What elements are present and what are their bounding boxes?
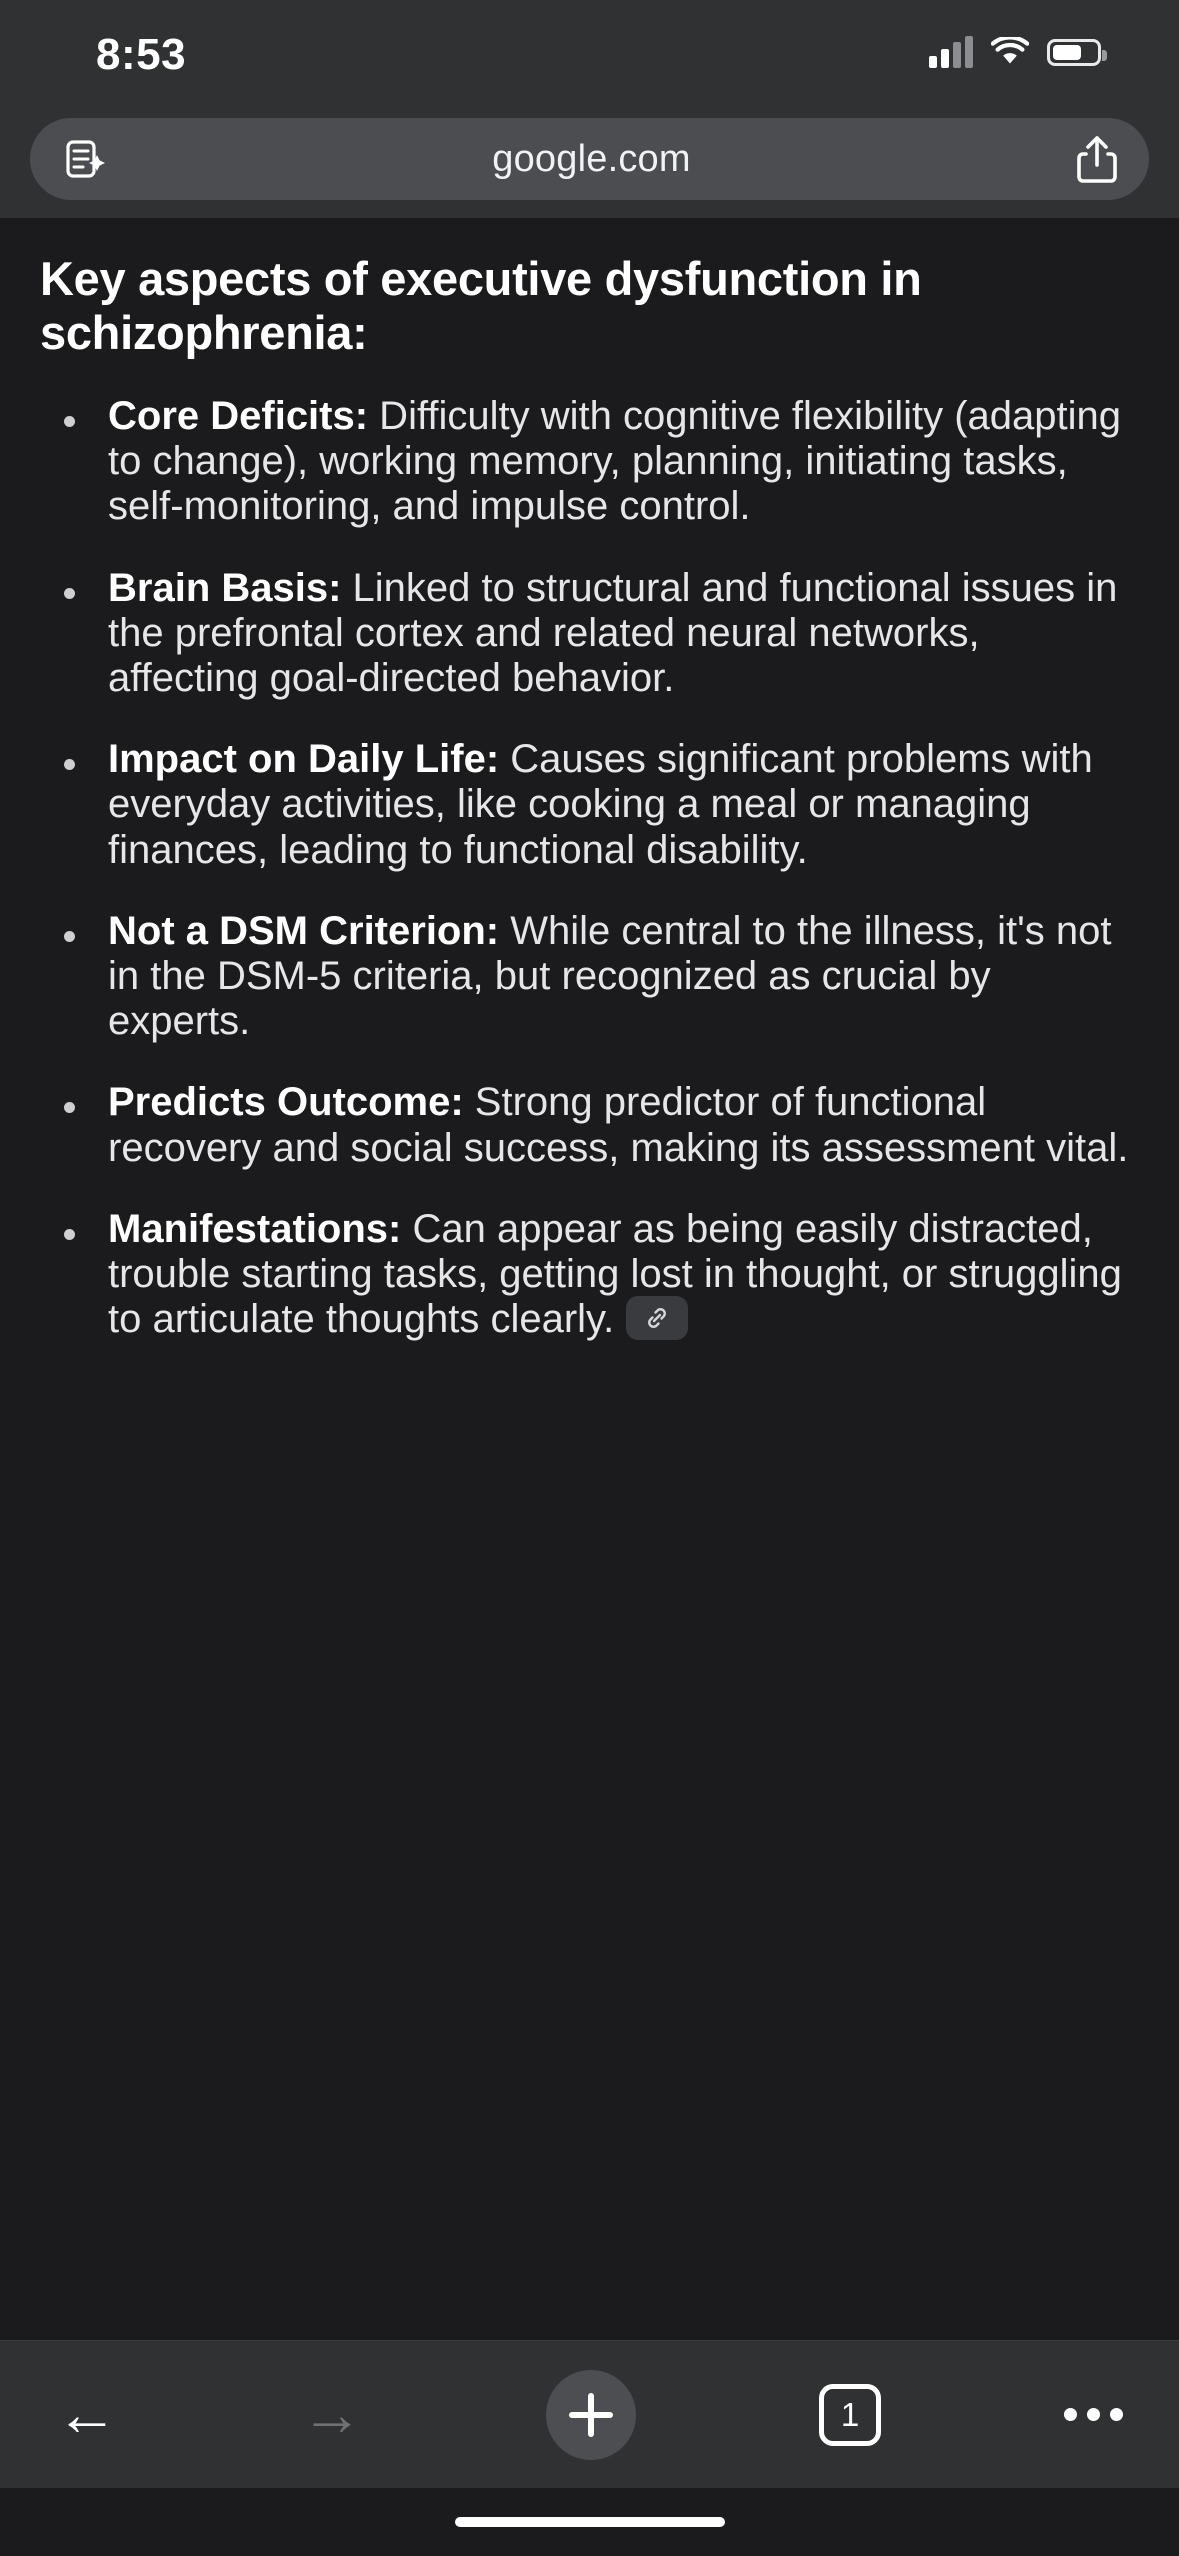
more-button[interactable] [1064,2408,1123,2421]
list-item-text: Can appear as being easily distracted, trouble starting tasks, getting lost in thought, or struggling to articulate thoughts clearly. [108,1206,1122,1342]
list-item-lead: Brain Basis: [108,565,342,610]
tab-count-badge: 1 [819,2384,881,2446]
share-icon[interactable] [1075,133,1119,185]
list-item [40,1207,1139,1344]
arrow-left-icon: ← [56,2379,118,2449]
arrow-right-icon: → [301,2379,363,2449]
wifi-icon [991,37,1029,67]
list-item-lead: Not a DSM Criterion: [108,908,500,953]
address-bar[interactable] [30,118,1149,200]
forward-button[interactable] [301,2379,363,2449]
link-icon[interactable] [626,1296,688,1340]
list-item-lead: Impact on Daily Life: [108,737,500,782]
list-item [40,909,1139,1045]
url-text[interactable]: google.com [492,137,691,180]
browser-toolbar-bottom [0,2340,1179,2488]
status-indicators [929,36,1101,68]
list-item [40,566,1139,702]
list-item-lead: Core Deficits: [108,394,369,439]
list-item-text: Strong predictor of functional recovery and social success, making its assessment vital. [108,1080,1129,1170]
list-item [40,737,1139,873]
new-tab-button[interactable] [546,2370,636,2460]
status-bar [0,0,1179,118]
page-title: Key aspects of executive dysfunction in schizophrenia: [40,252,922,360]
list-item-lead: Manifestations: [108,1206,402,1251]
ellipsis-icon [1064,2408,1123,2421]
back-button[interactable] [56,2379,118,2449]
key-aspects-list [40,394,1139,1343]
list-item-text: Difficulty with cognitive flexibility (adapting to change), working memory, planning, initiating tasks, self-monitoring, and impulse control. [108,394,1121,529]
list-item [40,1080,1139,1170]
battery-icon [1047,39,1101,66]
plus-icon [546,2370,636,2460]
list-item-lead: Predicts Outcome: [108,1080,464,1125]
list-item [40,394,1139,530]
cellular-signal-icon [929,36,973,68]
list-item-text: While central to the illness, it's not in the DSM-5 criteria, but recognized as crucial by experts. [108,908,1112,1044]
page-content [0,218,1179,2340]
browser-toolbar-top [0,118,1179,218]
home-indicator-area [0,2488,1179,2556]
tabs-button[interactable] [819,2384,881,2446]
list-item-text: Causes significant problems with everyday activities, like cooking a meal or managing finances, leading to functional disability. [108,737,1093,872]
list-item-text: Linked to structural and functional issues in the prefrontal cortex and related neural networks, affecting goal-directed behavior. [108,565,1118,701]
reader-mode-icon[interactable] [60,135,108,183]
home-indicator[interactable] [455,2517,725,2527]
status-time: 8:53 [96,30,187,79]
